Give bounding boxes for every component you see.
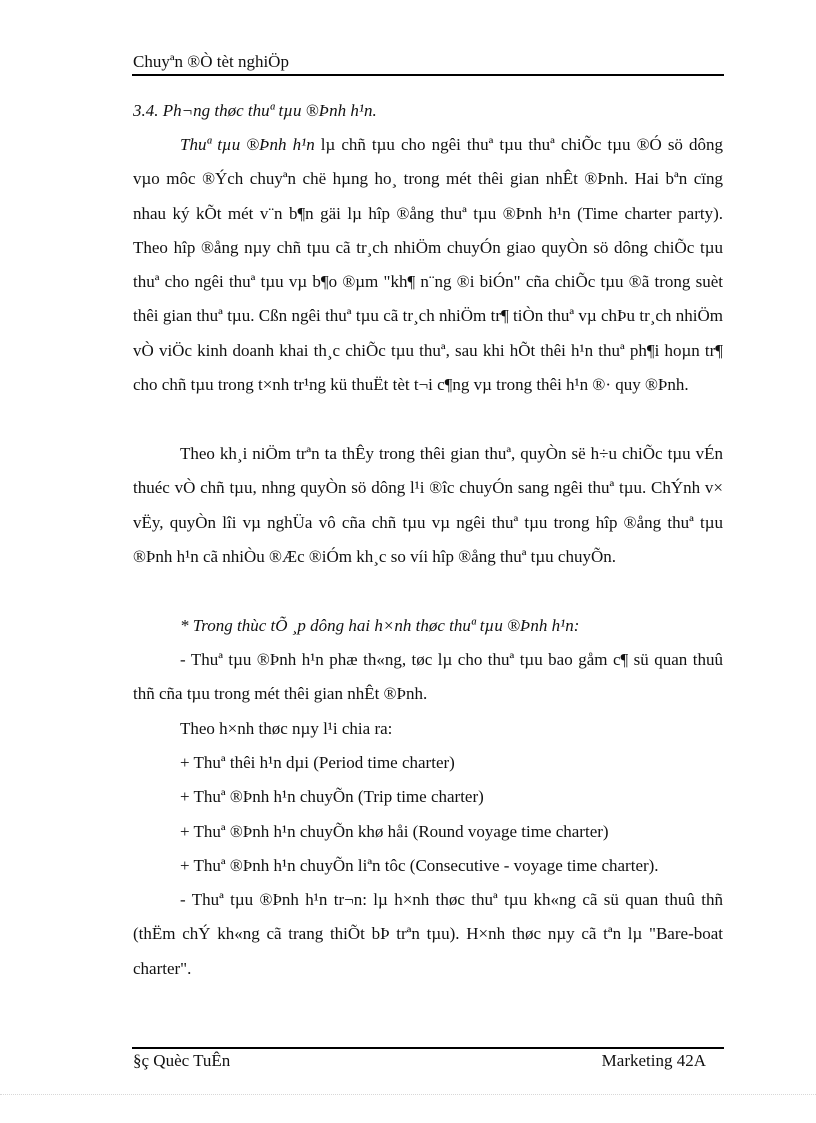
- paragraph-definition-text: lµ chñ tµu cho ngêi thuª tµu thuª chiÕc tµu ®Ó sö dông vµo môc ®Ých chuyªn chë hµng ho¸ trong mét thêi gian nhÊt ®Þnh. Hai bªn cïng nhau ký kÕt mét v¨n b¶n gäi lµ hîp ®ång thuª tµu ®Þnh h¹n (Time charter party). Theo hîp ®ång nµy chñ tµu cã tr¸ch nhiÖm chuyÓn giao quyÒn sö dông chiÕc tµu thuª cho ngêi thuª tµu vµ b¶o ®µm "kh¶ n¨ng ®i biÓn" cña chiÕc tµu ®ã trong suèt thêi gian thuª tµu. Cßn ngêi thuª tµu cã tr¸ch nhiÖm tr¶ tiÒn thuª vµ chÞu tr¸ch nhiÖm vÒ viÖc kinh doanh khai th¸c chiÕc tµu thuª, sau khi hÕt thêi h¹n thuª ph¶i hoµn tr¶ cho chñ tµu trong t×nh tr¹ng kü thuËt tèt t¬i c¶ng vµ trong thêi h¹n ®· quy ®Þnh.: [133, 135, 723, 395]
- header-rule: [132, 74, 724, 76]
- italic-note: * Trong thùc tÕ ¸p dông hai h×nh thøc thuª tµu ®Þnh h¹n:: [180, 616, 580, 635]
- paragraph-common-charter: - Thuª tµu ®Þnh h¹n phæ th«ng, tøc lµ cho thuª tµu bao gåm c¶ sü quan thuû thñ cña tµu trong mét thêi gian nhÊt ®Þnh.: [133, 650, 723, 704]
- defined-term: Thuª tµu ®Þnh h¹n: [180, 135, 315, 154]
- footer-class: Marketing 42A: [601, 1051, 706, 1070]
- list-item: + Thuª ®Þnh h¹n chuyÕn (Trip time charter): [180, 787, 484, 806]
- section-heading: 3.4. Ph¬ng thøc thuª tµu ®Þnh h¹n.: [133, 101, 377, 120]
- footer-rule: [132, 1047, 724, 1049]
- running-header: Chuyªn ®Ò tèt nghiÖp: [133, 52, 289, 71]
- list-item: + Thuª thêi h¹n dµi (Period time charter): [180, 753, 455, 772]
- footer-author: §ç Quèc TuÊn: [133, 1051, 231, 1070]
- paragraph-concept: Theo kh¸i niÖm trªn ta thÊy trong thêi gian thuª, quyÒn së h÷u chiÕc tµu vÉn thuéc vÒ chñ tµu, nhng quyÒn sö dông l¹i ®îc chuyÓn sang ngêi thuª tµu. ChÝnh v× vËy, quyÒn lîi vµ nghÜa vô cña chñ tµu vµ ngêi thuª tµu trong hîp ®ång thuª tµu ®Þnh h¹n cã nhiÒu ®Æc ®iÓm kh¸c so víi hîp ®ång thuª tµu chuyÕn.: [133, 444, 723, 566]
- list-item: + Thuª ®Þnh h¹n chuyÕn liªn tôc (Consecutive - voyage time charter).: [180, 856, 659, 875]
- page-bottom-dotted-line: [0, 1094, 816, 1095]
- paragraph-subdivision: Theo h×nh thøc nµy l¹i chia ra:: [180, 719, 393, 738]
- list-item: + Thuª ®Þnh h¹n chuyÕn khø håi (Round voyage time charter): [180, 822, 609, 841]
- paragraph-bareboat: - Thuª tµu ®Þnh h¹n tr¬n: lµ h×nh thøc thuª tµu kh«ng cã sü quan thuû thñ (thËm chÝ kh«ng cã trang thiÕt bÞ trªn tµu). H×nh thøc nµy cã tªn lµ "Bare-boat charter".: [133, 890, 723, 978]
- paragraph-definition: [133, 128, 723, 402]
